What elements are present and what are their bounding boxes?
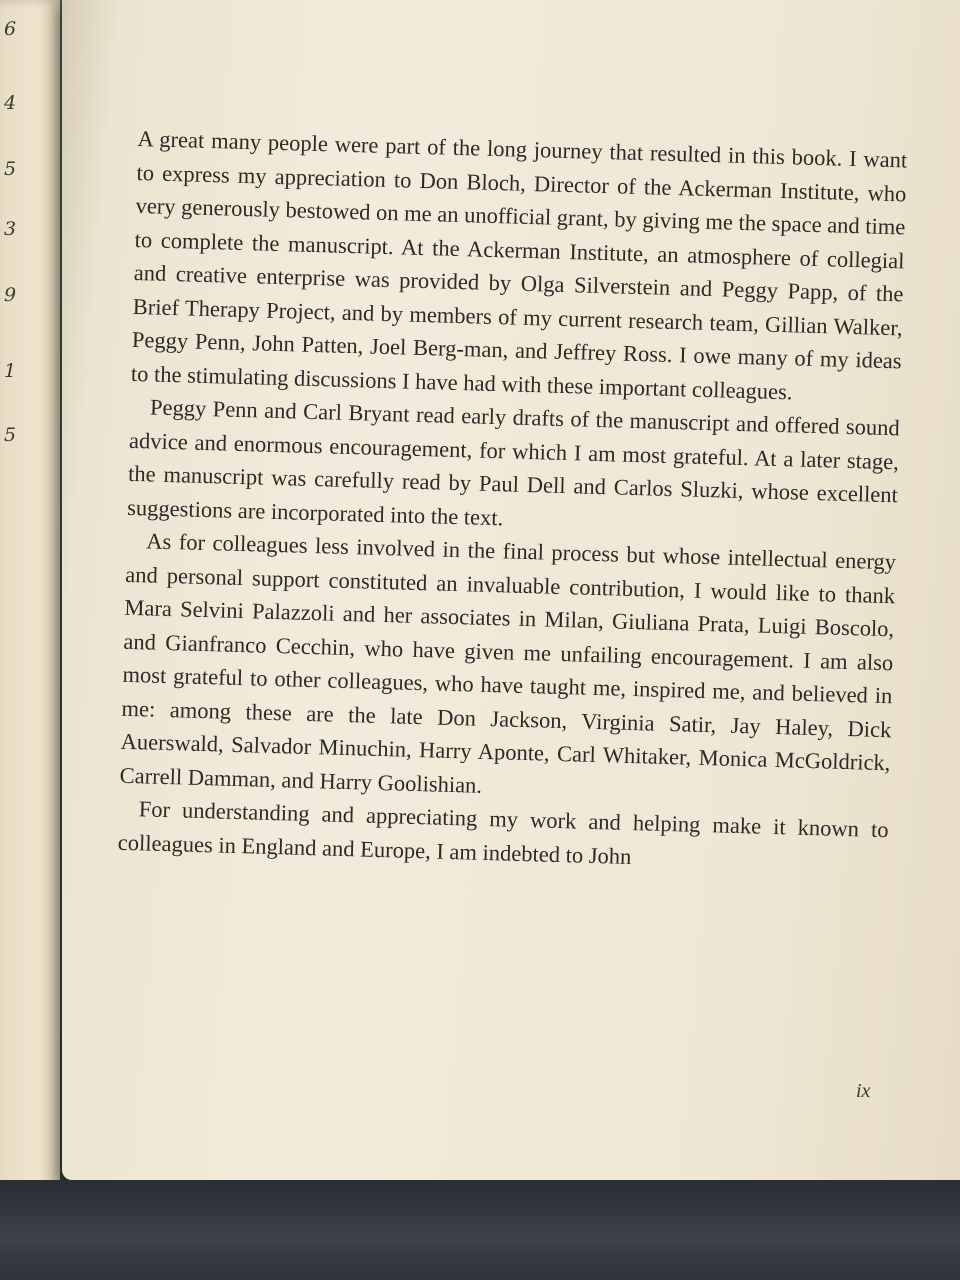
margin-number: 5 [4, 158, 17, 180]
book-page [62, 0, 960, 1180]
margin-number: 4 [4, 92, 17, 114]
left-page-edge [0, 0, 60, 1200]
table-surface [0, 1180, 960, 1280]
paragraph-2: Peggy Penn and Carl Bryant read early drafts of the manuscript and offered sound advice and enormous encouragement, for which I am most grateful. At a later stage, the manuscript was carefully read by Paul Dell and Carlos Sluzki, whose excellent suggestions are incorporated into the text. [126, 394, 901, 530]
margin-number: 9 [4, 284, 17, 306]
margin-number: 5 [4, 424, 17, 446]
paragraph-4: For understanding and appreciating my work and helping make it known to colleagues in England and Europe, I am indebted to John [117, 796, 889, 869]
margin-number: 1 [4, 360, 17, 382]
page-number: ix [856, 1080, 871, 1102]
margin-number: 3 [4, 218, 17, 240]
acknowledgments-text [117, 122, 907, 880]
paragraph-3: As for colleagues less involved in the final process but whose intellectual energy and personal support constituted an invaluable contribution, I would like to thank Mara Selvini Palazzoli and her associates in Milan, Giuliana Prata, Luigi Boscolo, and Gianfranco Cecchin, who have given me unfailing encouragement. I am also most grateful to other colleagues, who have taught me, inspired me, and believed in me: among these are the late Don Jackson, Virginia Satir, Jay Haley, Dick Auerswald, Salvador Minuchin, Harry Aponte, Carl Whitaker, Monica McGoldrick, Carrell Damman, and Harry Goolishian. [119, 528, 897, 798]
paragraph-1: A great many people were part of the long journey that resulted in this book. I want to express my appreciation to Don Bloch, Director of the Ackerman Institute, who very generously bestowed on me an unofficial grant, by giving me the space and time to complete the manuscript. At the Ackerman Institute, an atmosphere of collegial and creative enterprise was provided by Olga Silverstein and Peggy Papp, of the Brief Therapy Project, and by members of my current research team, Gillian Walker, Peggy Penn, John Patten, Joel Berg-man, and Jeffrey Ross. I owe many of my ideas to the stimulating discussions I have had with these important colleagues. [130, 125, 908, 404]
margin-number: 6 [4, 18, 17, 40]
